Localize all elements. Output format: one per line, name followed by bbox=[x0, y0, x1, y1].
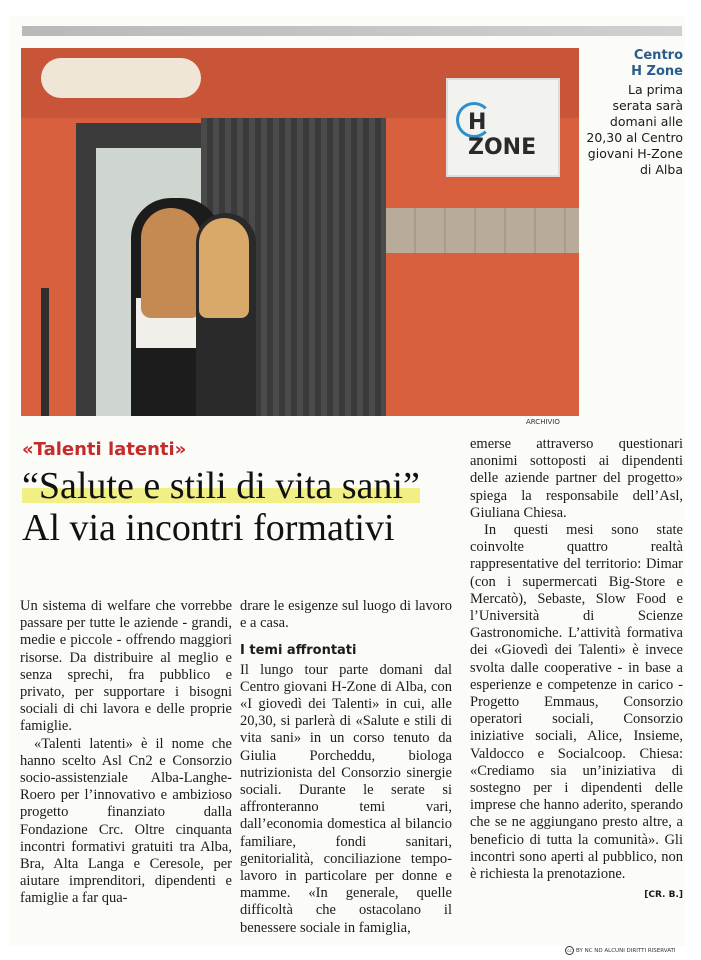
headline-line-2: Al via incontri formativi bbox=[22, 507, 395, 549]
article-headline bbox=[22, 465, 472, 549]
body-column-3 bbox=[470, 436, 683, 904]
paragraph: In questi mesi sono state coinvolte quattro realtà rappresentative del territorio: Dimar (con i supermercati Big-Store e Mercatò), Sebaste, Slow Food e l’Università di Scienze Gastronomiche. L’attività formativa dei «Giovedì dei Talenti» è invece svolta dalle cooperative - in base a esperienze e competenze in carico - Progetto Emmaus, Consorzio operatori sociali, Consorzio iniziative sociali, Alice, Insieme, Valdocco e Socialcoop. Chiesa: «Crediamo sia un’iniziativa di sostegno per i dipendenti delle imprese che hanno aderito, sperando che se ne aggiungano presto altre, a beneficio di tutta la comunità». Gli incontri sono aperti al pubblico, non è richiesta la prenotazione. bbox=[470, 522, 683, 883]
body-column-1 bbox=[20, 598, 232, 908]
yogurt-shop-sign bbox=[41, 58, 201, 98]
creative-commons-icon: cc bbox=[565, 946, 574, 955]
side-caption-title: Centro H Zone bbox=[631, 48, 683, 79]
headline-line-1: “Salute e stili di vita sani” bbox=[22, 465, 420, 507]
body-column-2 bbox=[240, 598, 452, 937]
paragraph: Un sistema di welfare che vorrebbe passare per tutte le aziende - grandi, medie e piccole - offrendo maggiori risorse. Da distribuire al meglio e senza sprechi, fra pubblico e privato, per supportare i bisogni sociali di chi lavora e delle proprie famiglie. bbox=[20, 598, 232, 735]
paragraph: Il lungo tour parte domani dal Centro giovani H-Zone di Alba, con «I giovedì dei Talenti» in cui, alle 20,30, si parlerà di «Salute e stili di vita sani» in un corso tenuto da Giulia Porcheddu, biologa nutrizionista del Consorzio sinergie sociali. Durante le serate si affronteranno temi vari, dall’economia domestica al bilancio familiare, fondi sanitari, genitorialità, conciliazione tempo-lavoro in particolare per donne e mamme. «In generale, quelle difficoltà che ostacolano il benessere sociale in famiglia, bbox=[240, 661, 452, 936]
article-kicker: «Talenti latenti» bbox=[22, 439, 187, 460]
author-signature: [CR. B.] bbox=[644, 890, 683, 901]
side-caption-body: La prima serata sarà domani alle 20,30 al Centro giovani H-Zone di Alba bbox=[586, 82, 683, 177]
section-subhead: I temi affrontati bbox=[240, 643, 357, 659]
license-notice: cc BY NC ND ALCUNI DIRITTI RISERVATI bbox=[565, 946, 676, 955]
article-photo bbox=[21, 48, 579, 416]
newspaper-page bbox=[10, 16, 685, 954]
paragraph: «Talenti latenti» è il nome che hanno scelto Asl Cn2 e Consorzio socio-assistenziale Alba-Langhe-Roero per l’innovativo e ambizioso progetto finanziato dalla Fondazione Crc. Oltre cinquanta incontri formativi gratuiti tra Alba, Bra, Alta Langa e Ceresole, per aiutare imprenditori, dipendenti e famiglie a far qua- bbox=[20, 735, 232, 907]
photo-credit: ARCHIVIO bbox=[526, 418, 560, 426]
paragraph: emerse attraverso questionari anonimi sottoposti ai dipendenti delle aziende partner del progetto» spiega la responsabile dell’Asl, Giuliana Chiesa. bbox=[470, 436, 683, 521]
top-rule bbox=[22, 26, 682, 36]
h-zone-logo-sign: H ZONE bbox=[446, 78, 560, 177]
paragraph: drare le esigenze sul luogo di lavoro e a casa. bbox=[240, 598, 452, 632]
side-caption bbox=[585, 48, 683, 178]
